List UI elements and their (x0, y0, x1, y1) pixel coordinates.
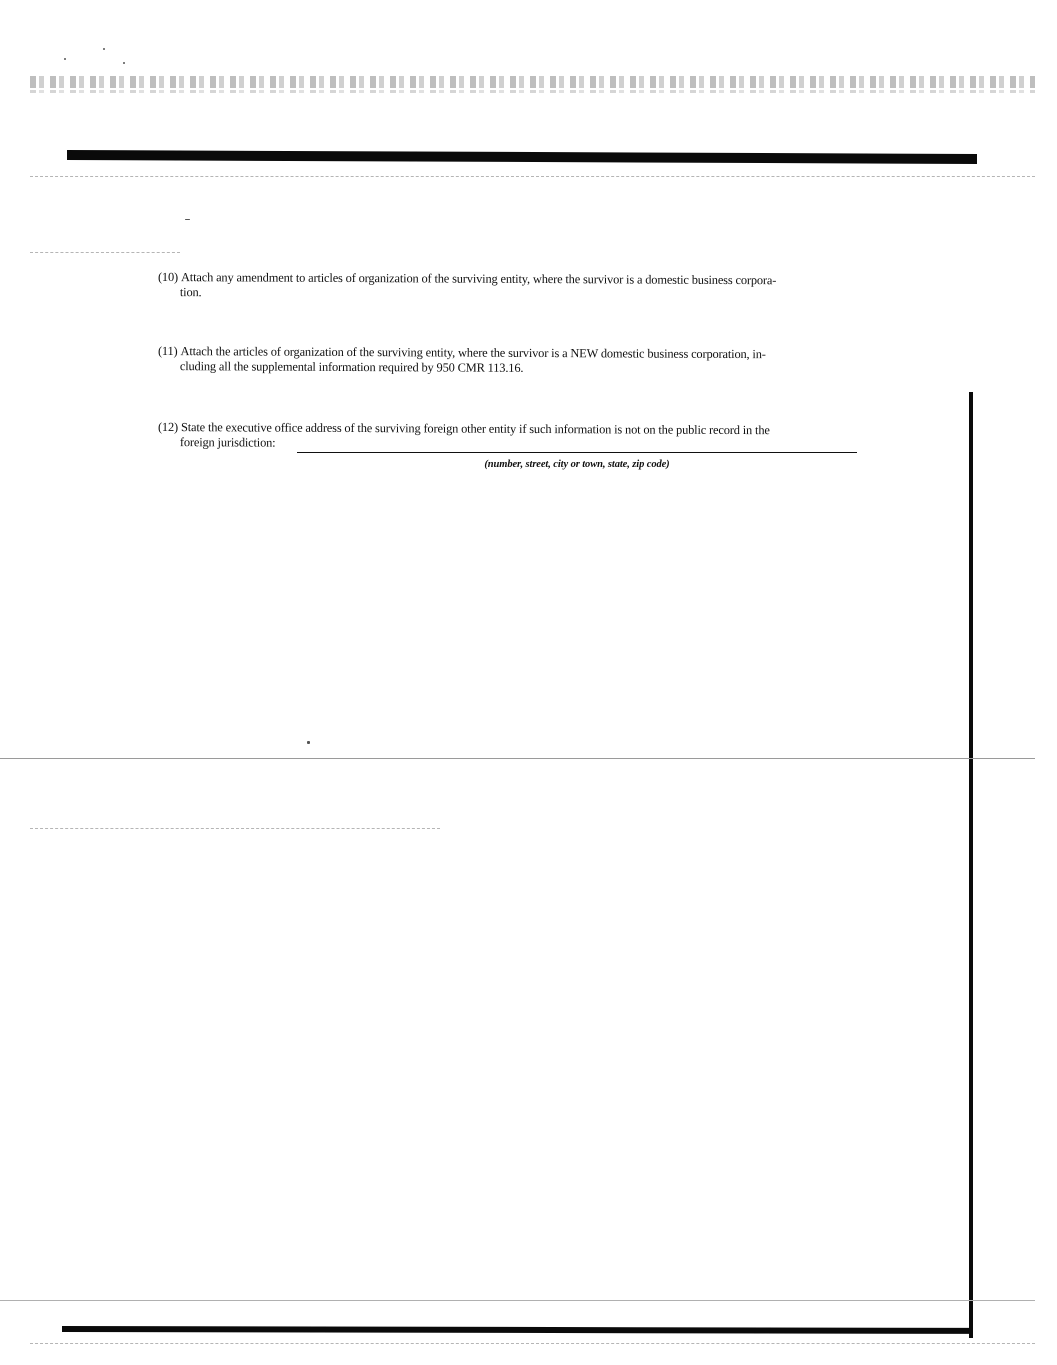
address-field-caption: (number, street, city or town, state, zip code) (484, 459, 670, 470)
item-text-line1: Attach any amendment to articles of organization of the surviving entity, where the survivor is a domestic business corpora- (180, 270, 777, 288)
item-text-line2: tion. (179, 285, 202, 300)
right-margin-rule (969, 392, 973, 1338)
item-text-line2: cluding all the supplemental information required by 950 CMR 113.16. (179, 359, 524, 375)
item-number: (11) (157, 344, 178, 359)
scan-dotted-line (30, 176, 1035, 177)
scan-fold-line (0, 758, 1035, 759)
scan-dotted-line (30, 828, 440, 829)
form-item-12 (158, 420, 858, 454)
item-text-line1: Attach the articles of organization of the surviving entity, where the survivor is a NEW domestic business corporation, in- (180, 344, 766, 362)
scan-speck (307, 741, 310, 744)
item-number: (12) (157, 420, 179, 435)
item-number: (10) (157, 270, 179, 285)
footer-rule (62, 1326, 972, 1334)
address-field-line[interactable] (297, 452, 857, 453)
item-text-line2: foreign jurisdiction: (179, 435, 276, 450)
scan-fold-line (0, 1300, 1035, 1301)
item-text-line1: State the executive office address of the surviving foreign other entity if such information is not on the public record in the (180, 420, 770, 438)
header-rule (67, 150, 977, 164)
form-item-10 (158, 270, 858, 304)
scan-dotted-line (30, 252, 180, 253)
scan-noise-top-secondary (30, 90, 1035, 93)
scan-speck (123, 62, 125, 64)
form-item-11 (158, 344, 858, 378)
scan-speck (185, 219, 190, 220)
scan-speck (64, 58, 66, 60)
scan-noise-top (30, 76, 1035, 88)
scan-dotted-line (30, 1343, 1035, 1344)
scan-speck (103, 48, 105, 50)
